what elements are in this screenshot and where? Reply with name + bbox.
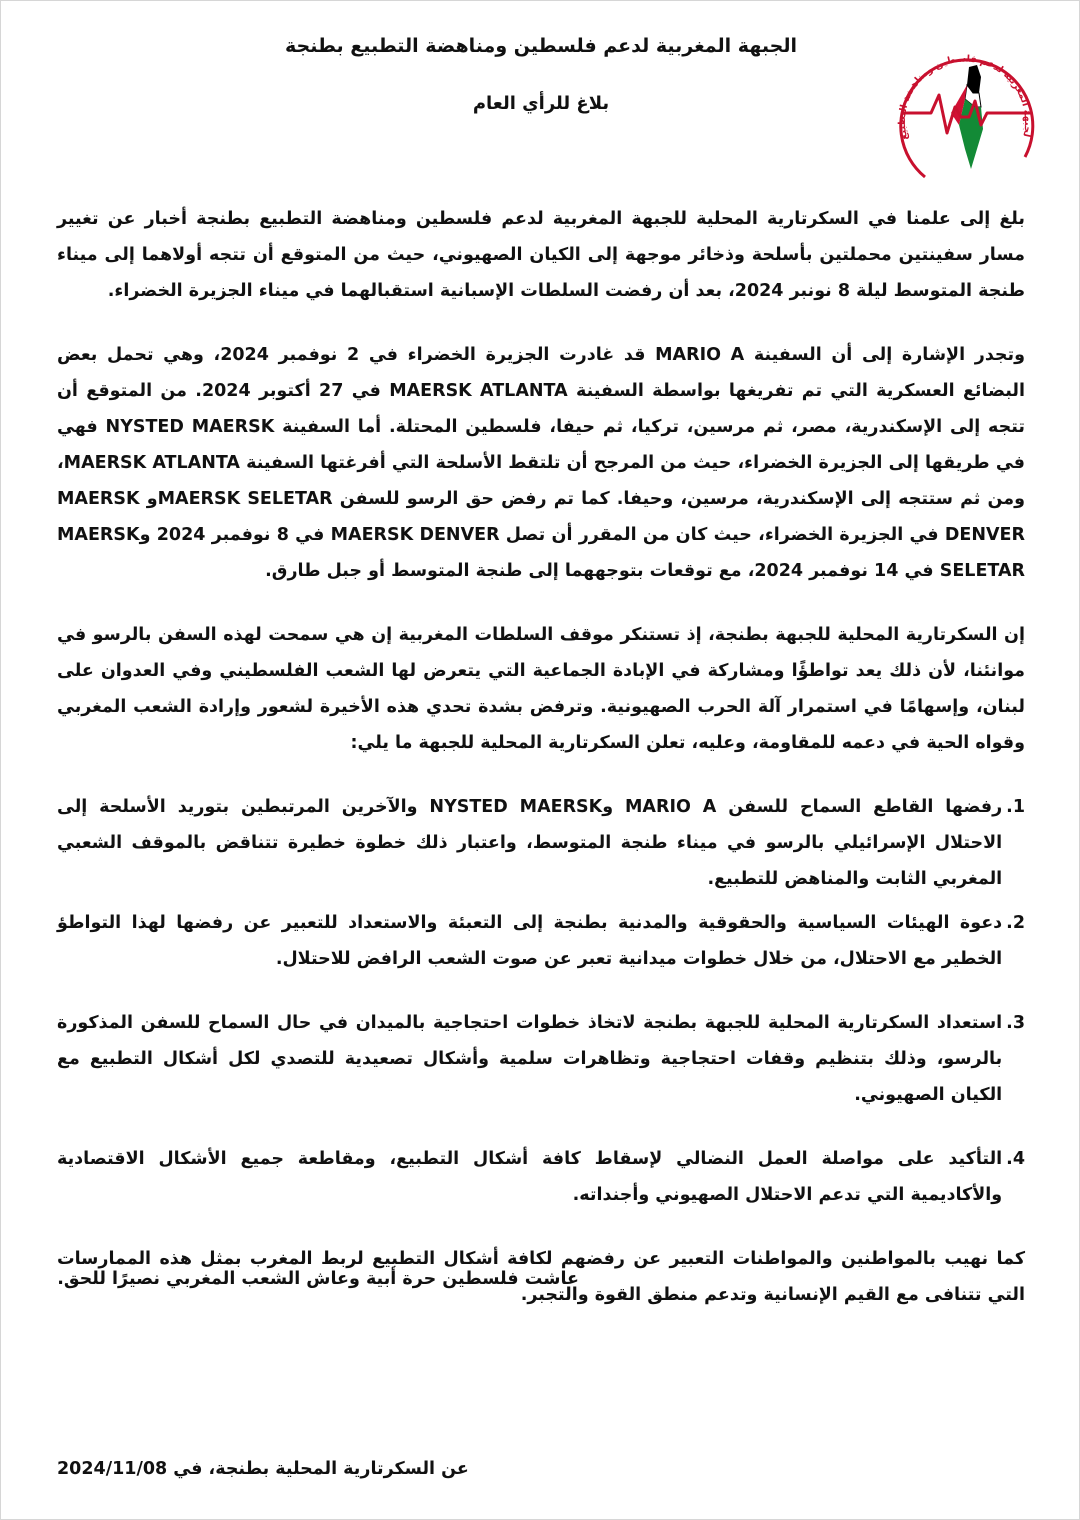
document-body [57,201,1025,1341]
list-item-number: 2. [1006,913,1025,933]
organization-logo [885,37,1045,197]
list-item [57,1141,1025,1213]
paragraph-4: كما نهيب بالمواطنين والمواطنات التعبير عن رفضهم لكافة أشكال التطبيع لربط المغرب بمثل هذه الممارسات التي تتنافى مع القيم الإنسانية وتدعم منطق القوة والتجبر. [57,1249,1025,1305]
palestine-map-heartbeat-icon [885,37,1045,197]
list-item-number: 4. [1006,1149,1025,1169]
paragraph-3: إن السكرتارية المحلية للجبهة بطنجة، إذ تستنكر موقف السلطات المغربية إن هي سمحت لهذه السفن بالرسو في موانئنا، لأن ذلك يعد تواطؤًا ومشاركة في الإبادة الجماعية التي يتعرض لها الشعب الفلسطيني وفي العدوان على لبنان، وإسهامًا في استمرار آلة الحرب الصهيونية. وترفض بشدة تحدي هذه الأخيرة لشعور وإرادة الشعب المغربي وقواه الحية في دعمه للمقاومة، وعليه، تعلن السكرتارية المحلية للجبهة ما يلي: [57,625,1025,753]
document-header-title: الجبهة المغربية لدعم فلسطين ومناهضة التطبيع بطنجة [285,35,797,57]
list-item-number: 1. [1006,797,1025,817]
closing-statement: عاشت فلسطين حرة أبية وعاش الشعب المغربي نصيرًا للحق. [57,1269,579,1289]
list-item-text: دعوة الهيئات السياسية والحقوقية والمدنية بطنجة إلى التعبئة والاستعداد للتعبير عن رفضها لهذا التواطؤ الخطير مع الاحتلال، من خلال خطوات ميدانية تعبر عن صوت الشعب الرافض للاحتلال. [57,913,1003,969]
logo-ring-text: لجبهة المغربية لدعم فلسطين ومناهضة التطبيع [896,53,1034,142]
document-subtitle: بلاغ للرأي العام [472,93,610,114]
svg-text:الجبهة المغربية لدعم فلسطين وم [885,37,1033,141]
list-item [57,905,1025,977]
list-item-text: استعداد السكرتارية المحلية للجبهة بطنجة لاتخاذ خطوات احتجاجية بالميدان في حال السماح للسفن المذكورة بالرسو، وذلك بتنظيم وقفات احتجاجية وتظاهرات سلمية وأشكال تصعيدية للتصدي لكل أشكال التطبيع مع الكيان الصهيوني. [57,1013,1003,1105]
paragraph-2: وتجدر الإشارة إلى أن السفينة MARIO A قد غادرت الجزيرة الخضراء في 2 نوفمبر 2024، وهي تحمل بعض البضائع العسكرية التي تم تفريغها بواسطة السفينة MAERSK ATLANTA في 27 أكتوبر 2024. من المتوقع أن تتجه إلى الإسكندرية، مصر، ثم مرسين، تركيا، ثم حيفا، فلسطين المحتلة. أما السفينة NYSTED MAERSK فهي في طريقها إلى الجزيرة الخضراء، حيث من المرجح أن تلتقط الأسلحة التي أفرغتها السفينة MAERSK ATLANTA، ومن ثم ستتجه إلى الإسكندرية، مرسين، وحيفا. كما تم رفض حق الرسو للسفن MAERSK SELETARو MAERSK DENVER في الجزيرة الخضراء، حيث كان من المقرر أن تصل MAERSK DENVER في 8 نوفمبر 2024 وMAERSK SELETAR في 14 نوفمبر 2024، مع توقعات بتوجههما إلى طنجة المتوسط أو جبل طارق. [57,345,1025,581]
list-item-text: التأكيد على مواصلة العمل النضالي لإسقاط كافة أشكال التطبيع، ومقاطعة جميع الأشكال الاقتصادية والأكاديمية التي تدعم الاحتلال الصهيوني وأجنداته. [57,1149,1003,1205]
paragraph-1: بلغ إلى علمنا في السكرتارية المحلية للجبهة المغربية لدعم فلسطين ومناهضة التطبيع بطنجة أخبار عن تغيير مسار سفينتين محملتين بأسلحة وذخائر موجهة إلى الكيان الصهيوني، حيث من المتوقع أن تتجه أولاهما إلى ميناء طنجة المتوسط ليلة 8 نونبر 2024، بعد أن رفضت السلطات الإسبانية استقبالهما في ميناء الجزيرة الخضراء. [57,209,1025,301]
signoff-date: عن السكرتارية المحلية بطنجة، في 2024/11/08 [57,1459,469,1479]
list-item [57,1005,1025,1113]
list-item-text: رفضها القاطع السماح للسفن MARIO A وNYSTED MAERSK والآخرين المرتبطين بتوريد الأسلحة إلى الاحتلال الإسرائيلي بالرسو في ميناء طنجة المتوسط، واعتبار ذلك خطوة خطيرة تتناقض بالموقف الشعبي المغربي الثابت والمناهض للتطبيع. [57,797,1003,889]
list-item-number: 3. [1006,1013,1025,1033]
list-item [57,789,1025,897]
